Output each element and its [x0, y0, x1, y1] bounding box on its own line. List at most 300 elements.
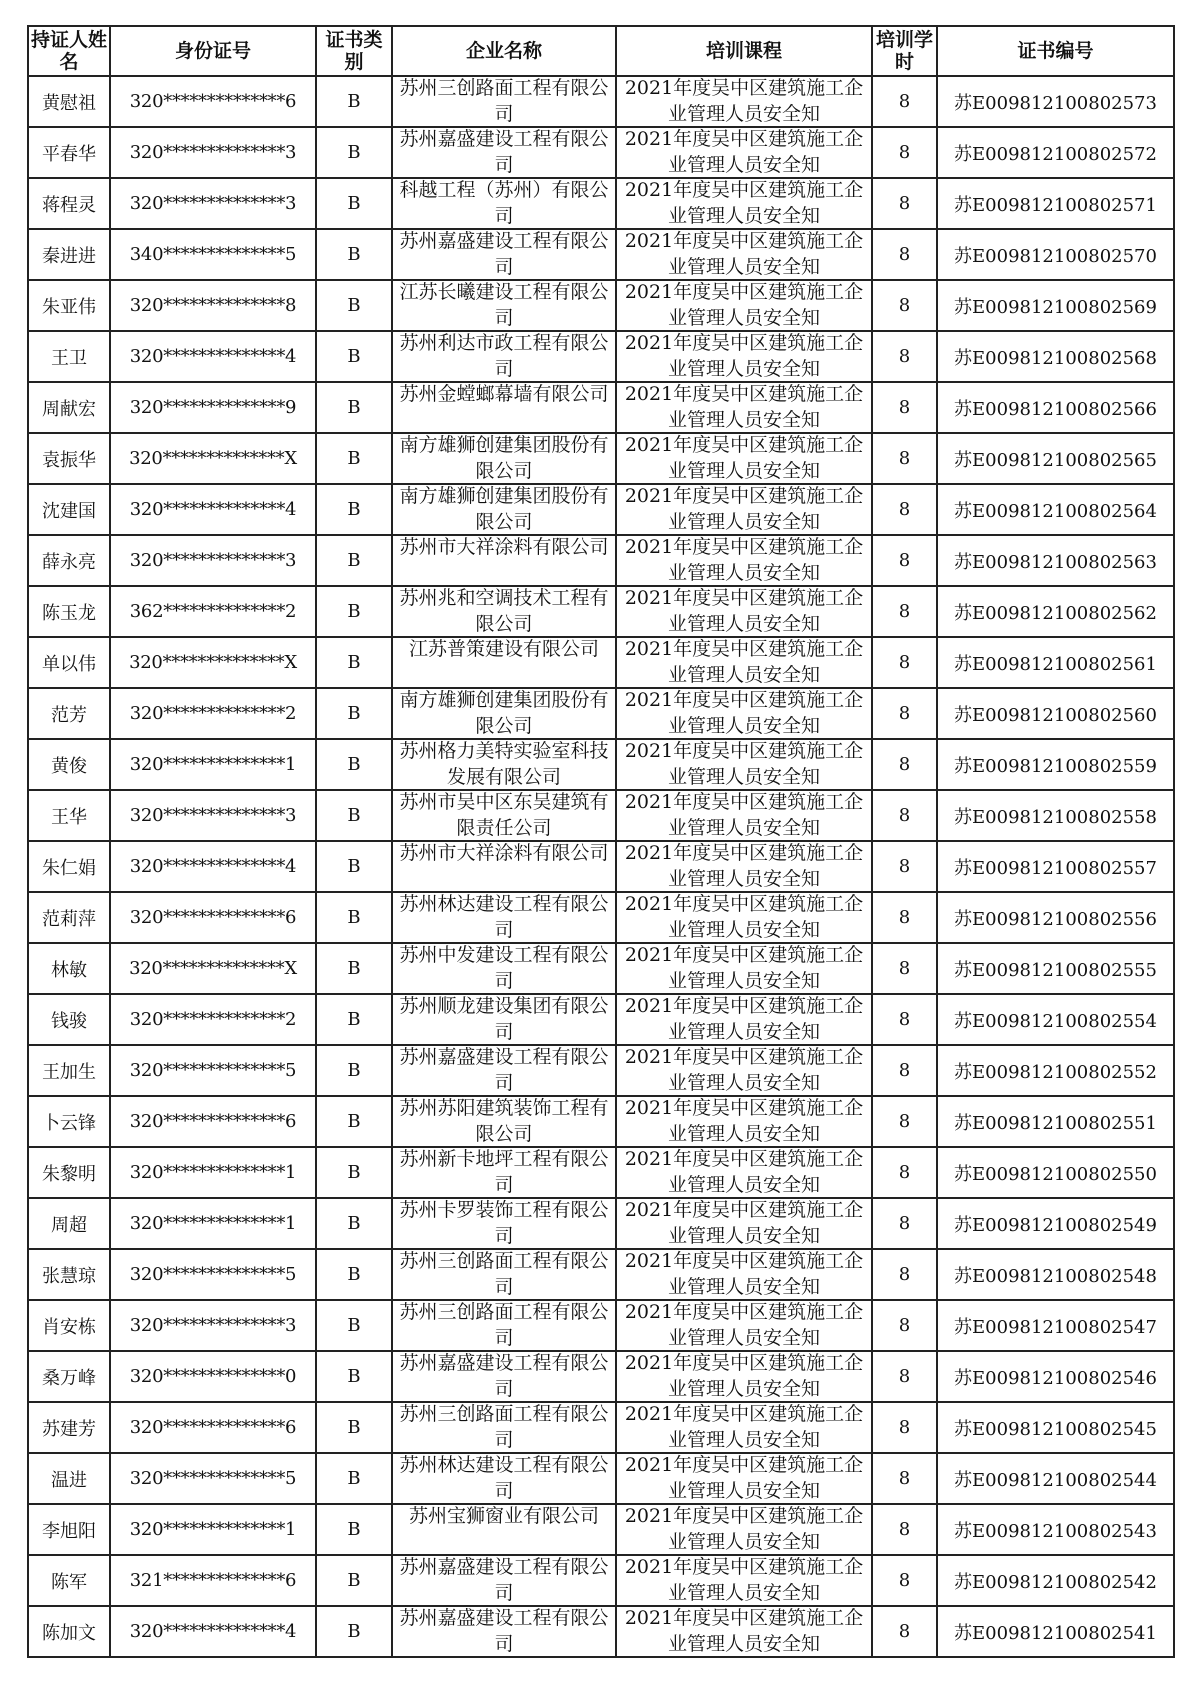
course-cell	[616, 994, 872, 1045]
holder-name-cell: 温进	[28, 1453, 110, 1504]
holder-name-cell: 黄慰祖	[28, 76, 110, 127]
course-cell-text: 2021年度吴中区建筑施工企业管理人员安全知	[624, 1250, 864, 1297]
table-row	[28, 127, 1174, 178]
cert-number-cell: 苏E009812100802552	[937, 1045, 1174, 1096]
course-cell	[616, 841, 872, 892]
holder-name-cell: 王华	[28, 790, 110, 841]
table-row	[28, 484, 1174, 535]
course-cell-text: 2021年度吴中区建筑施工企业管理人员安全知	[624, 281, 864, 328]
company-cell	[392, 484, 616, 535]
cert-number-cell: 苏E009812100802568	[937, 331, 1174, 382]
company-cell	[392, 280, 616, 331]
table-row	[28, 688, 1174, 739]
id-number-cell: 320**************3	[110, 127, 316, 178]
course-cell	[616, 178, 872, 229]
cert-type-cell: B	[316, 280, 392, 331]
hours-cell: 8	[872, 1249, 937, 1300]
hours-cell: 8	[872, 382, 937, 433]
holder-name-cell: 袁振华	[28, 433, 110, 484]
hours-cell: 8	[872, 943, 937, 994]
cert-number-cell: 苏E009812100802546	[937, 1351, 1174, 1402]
course-cell-text: 2021年度吴中区建筑施工企业管理人员安全知	[624, 1403, 864, 1450]
company-cell-text: 苏州中发建设工程有限公司	[399, 944, 609, 991]
company-cell	[392, 331, 616, 382]
course-cell-text: 2021年度吴中区建筑施工企业管理人员安全知	[624, 332, 864, 379]
holder-name-cell: 陈加文	[28, 1606, 110, 1657]
cert-type-cell: B	[316, 739, 392, 790]
company-cell-text: 苏州嘉盛建设工程有限公司	[399, 1607, 609, 1654]
hours-cell: 8	[872, 637, 937, 688]
holder-name-cell: 周献宏	[28, 382, 110, 433]
id-number-cell: 362**************2	[110, 586, 316, 637]
cert-number-cell: 苏E009812100802549	[937, 1198, 1174, 1249]
holder-name-cell: 周超	[28, 1198, 110, 1249]
company-cell	[392, 1453, 616, 1504]
cert-number-cell: 苏E009812100802566	[937, 382, 1174, 433]
cert-number-cell: 苏E009812100802557	[937, 841, 1174, 892]
company-cell-text: 苏州嘉盛建设工程有限公司	[399, 1556, 609, 1603]
id-number-cell: 320**************3	[110, 178, 316, 229]
company-cell-text: 苏州市大祥涂料有限公司	[399, 842, 609, 864]
course-cell-text: 2021年度吴中区建筑施工企业管理人员安全知	[624, 1199, 864, 1246]
course-cell	[616, 484, 872, 535]
cert-type-cell: B	[316, 994, 392, 1045]
hours-cell: 8	[872, 1147, 937, 1198]
cert-number-cell: 苏E009812100802560	[937, 688, 1174, 739]
course-cell	[616, 1147, 872, 1198]
cert-type-cell: B	[316, 433, 392, 484]
hours-cell: 8	[872, 688, 937, 739]
course-cell-text: 2021年度吴中区建筑施工企业管理人员安全知	[624, 485, 864, 532]
holder-name-cell: 陈军	[28, 1555, 110, 1606]
cert-number-cell: 苏E009812100802545	[937, 1402, 1174, 1453]
company-cell-text: 南方雄狮创建集团股份有限公司	[399, 434, 609, 481]
id-number-cell: 320**************5	[110, 1045, 316, 1096]
course-cell-text: 2021年度吴中区建筑施工企业管理人员安全知	[624, 893, 864, 940]
cert-number-cell: 苏E009812100802569	[937, 280, 1174, 331]
course-cell-text: 2021年度吴中区建筑施工企业管理人员安全知	[624, 1046, 864, 1093]
course-cell	[616, 1045, 872, 1096]
course-cell	[616, 535, 872, 586]
course-cell-text: 2021年度吴中区建筑施工企业管理人员安全知	[624, 791, 864, 838]
course-cell	[616, 586, 872, 637]
holder-name-cell: 朱仁娟	[28, 841, 110, 892]
course-cell	[616, 1249, 872, 1300]
company-cell	[392, 1045, 616, 1096]
cert-number-cell: 苏E009812100802541	[937, 1606, 1174, 1657]
course-cell-text: 2021年度吴中区建筑施工企业管理人员安全知	[624, 689, 864, 736]
company-cell	[392, 586, 616, 637]
table-row	[28, 1045, 1174, 1096]
id-number-cell: 320**************3	[110, 535, 316, 586]
hours-cell: 8	[872, 127, 937, 178]
course-cell-text: 2021年度吴中区建筑施工企业管理人员安全知	[624, 1505, 864, 1552]
id-number-cell: 320**************6	[110, 76, 316, 127]
holder-name-cell: 桑万峰	[28, 1351, 110, 1402]
cert-type-cell: B	[316, 790, 392, 841]
cert-number-cell: 苏E009812100802550	[937, 1147, 1174, 1198]
cert-type-cell: B	[316, 1249, 392, 1300]
hours-cell: 8	[872, 331, 937, 382]
id-number-cell: 320**************1	[110, 1198, 316, 1249]
id-number-cell: 320**************6	[110, 1402, 316, 1453]
company-cell-text: 苏州苏阳建筑装饰工程有限公司	[399, 1097, 609, 1144]
course-cell-text: 2021年度吴中区建筑施工企业管理人员安全知	[624, 434, 864, 481]
company-cell	[392, 1198, 616, 1249]
cert-number-cell: 苏E009812100802571	[937, 178, 1174, 229]
cert-number-cell: 苏E009812100802572	[937, 127, 1174, 178]
cert-number-cell: 苏E009812100802548	[937, 1249, 1174, 1300]
holder-name-cell: 林敏	[28, 943, 110, 994]
company-cell-text: 苏州嘉盛建设工程有限公司	[399, 128, 609, 175]
table-row	[28, 1606, 1174, 1657]
company-cell-text: 苏州卡罗装饰工程有限公司	[399, 1199, 609, 1246]
id-number-cell: 320**************1	[110, 1147, 316, 1198]
course-cell	[616, 127, 872, 178]
hours-cell: 8	[872, 76, 937, 127]
company-cell	[392, 1402, 616, 1453]
company-cell	[392, 229, 616, 280]
course-cell	[616, 1402, 872, 1453]
holder-name-cell: 王加生	[28, 1045, 110, 1096]
holder-name-cell: 苏建芳	[28, 1402, 110, 1453]
course-cell-text: 2021年度吴中区建筑施工企业管理人员安全知	[624, 1148, 864, 1195]
company-cell-text: 苏州宝狮窗业有限公司	[408, 1505, 599, 1527]
company-cell	[392, 1096, 616, 1147]
holder-name-cell: 钱骏	[28, 994, 110, 1045]
course-cell-text: 2021年度吴中区建筑施工企业管理人员安全知	[624, 1454, 864, 1501]
cert-type-cell: B	[316, 127, 392, 178]
table-row	[28, 994, 1174, 1045]
id-number-cell: 320**************6	[110, 892, 316, 943]
course-cell	[616, 1453, 872, 1504]
cert-type-cell: B	[316, 1045, 392, 1096]
header-hours: 培训学时	[872, 26, 937, 76]
hours-cell: 8	[872, 892, 937, 943]
company-cell	[392, 178, 616, 229]
course-cell	[616, 1555, 872, 1606]
cert-number-cell: 苏E009812100802543	[937, 1504, 1174, 1555]
company-cell	[392, 1351, 616, 1402]
hours-cell: 8	[872, 1504, 937, 1555]
cert-type-cell: B	[316, 841, 392, 892]
cert-type-cell: B	[316, 1453, 392, 1504]
id-number-cell: 320**************1	[110, 1504, 316, 1555]
table-row	[28, 382, 1174, 433]
table-row	[28, 892, 1174, 943]
course-cell	[616, 1606, 872, 1657]
cert-number-cell: 苏E009812100802562	[937, 586, 1174, 637]
cert-number-cell: 苏E009812100802542	[937, 1555, 1174, 1606]
hours-cell: 8	[872, 790, 937, 841]
table-row	[28, 1504, 1174, 1555]
course-cell	[616, 76, 872, 127]
table-row	[28, 76, 1174, 127]
hours-cell: 8	[872, 1606, 937, 1657]
company-cell-text: 苏州嘉盛建设工程有限公司	[399, 1046, 609, 1093]
course-cell	[616, 739, 872, 790]
holder-name-cell: 平春华	[28, 127, 110, 178]
company-cell-text: 苏州林达建设工程有限公司	[399, 1454, 609, 1501]
hours-cell: 8	[872, 1555, 937, 1606]
cert-type-cell: B	[316, 1555, 392, 1606]
company-cell-text: 苏州林达建设工程有限公司	[399, 893, 609, 940]
table-row	[28, 1555, 1174, 1606]
table-row	[28, 331, 1174, 382]
id-number-cell: 320**************X	[110, 943, 316, 994]
holder-name-cell: 张慧琼	[28, 1249, 110, 1300]
company-cell	[392, 688, 616, 739]
cert-number-cell: 苏E009812100802544	[937, 1453, 1174, 1504]
header-cert-number: 证书编号	[937, 26, 1174, 76]
company-cell	[392, 739, 616, 790]
company-cell	[392, 790, 616, 841]
course-cell-text: 2021年度吴中区建筑施工企业管理人员安全知	[624, 230, 864, 277]
cert-type-cell: B	[316, 688, 392, 739]
course-cell	[616, 1096, 872, 1147]
cert-type-cell: B	[316, 1147, 392, 1198]
cert-type-cell: B	[316, 1096, 392, 1147]
course-cell-text: 2021年度吴中区建筑施工企业管理人员安全知	[624, 1352, 864, 1399]
hours-cell: 8	[872, 586, 937, 637]
company-cell	[392, 433, 616, 484]
cert-type-cell: B	[316, 1198, 392, 1249]
course-cell-text: 2021年度吴中区建筑施工企业管理人员安全知	[624, 1097, 864, 1144]
cert-type-cell: B	[316, 1402, 392, 1453]
course-cell-text: 2021年度吴中区建筑施工企业管理人员安全知	[624, 128, 864, 175]
hours-cell: 8	[872, 433, 937, 484]
id-number-cell: 320**************6	[110, 1096, 316, 1147]
hours-cell: 8	[872, 178, 937, 229]
cert-number-cell: 苏E009812100802551	[937, 1096, 1174, 1147]
table-row	[28, 229, 1174, 280]
holder-name-cell: 肖安栋	[28, 1300, 110, 1351]
id-number-cell: 320**************5	[110, 1249, 316, 1300]
id-number-cell: 320**************2	[110, 994, 316, 1045]
cert-type-cell: B	[316, 586, 392, 637]
table-row	[28, 586, 1174, 637]
table-row	[28, 841, 1174, 892]
cert-type-cell: B	[316, 76, 392, 127]
company-cell-text: 苏州格力美特实验室科技发展有限公司	[399, 740, 609, 787]
header-id-number: 身份证号	[110, 26, 316, 76]
id-number-cell: 320**************3	[110, 790, 316, 841]
company-cell-text: 苏州嘉盛建设工程有限公司	[399, 230, 609, 277]
hours-cell: 8	[872, 535, 937, 586]
course-cell-text: 2021年度吴中区建筑施工企业管理人员安全知	[624, 383, 864, 430]
hours-cell: 8	[872, 841, 937, 892]
id-number-cell: 320**************1	[110, 739, 316, 790]
company-cell-text: 苏州三创路面工程有限公司	[399, 1301, 609, 1348]
cert-number-cell: 苏E009812100802558	[937, 790, 1174, 841]
cert-number-cell: 苏E009812100802559	[937, 739, 1174, 790]
id-number-cell: 320**************3	[110, 1300, 316, 1351]
cert-number-cell: 苏E009812100802565	[937, 433, 1174, 484]
course-cell-text: 2021年度吴中区建筑施工企业管理人员安全知	[624, 638, 864, 685]
course-cell	[616, 280, 872, 331]
company-cell	[392, 892, 616, 943]
hours-cell: 8	[872, 1198, 937, 1249]
cert-type-cell: B	[316, 484, 392, 535]
id-number-cell: 320**************4	[110, 484, 316, 535]
id-number-cell: 320**************X	[110, 637, 316, 688]
company-cell-text: 苏州兆和空调技术工程有限公司	[399, 587, 609, 634]
course-cell	[616, 943, 872, 994]
cert-type-cell: B	[316, 1300, 392, 1351]
course-cell	[616, 1300, 872, 1351]
hours-cell: 8	[872, 1453, 937, 1504]
company-cell-text: 苏州市吴中区东吴建筑有限责任公司	[399, 791, 609, 838]
course-cell	[616, 790, 872, 841]
company-cell	[392, 1504, 616, 1555]
holder-name-cell: 王卫	[28, 331, 110, 382]
company-cell	[392, 1300, 616, 1351]
table-row	[28, 1147, 1174, 1198]
header-row	[28, 26, 1174, 76]
cert-type-cell: B	[316, 1504, 392, 1555]
course-cell	[616, 1351, 872, 1402]
course-cell	[616, 688, 872, 739]
company-cell-text: 江苏长曦建设工程有限公司	[399, 281, 609, 328]
course-cell	[616, 1504, 872, 1555]
course-cell	[616, 229, 872, 280]
cert-number-cell: 苏E009812100802573	[937, 76, 1174, 127]
hours-cell: 8	[872, 280, 937, 331]
course-cell-text: 2021年度吴中区建筑施工企业管理人员安全知	[624, 77, 864, 124]
course-cell	[616, 331, 872, 382]
table-row	[28, 1351, 1174, 1402]
id-number-cell: 320**************8	[110, 280, 316, 331]
cert-number-cell: 苏E009812100802561	[937, 637, 1174, 688]
company-cell	[392, 1606, 616, 1657]
table-row	[28, 1300, 1174, 1351]
id-number-cell: 321**************6	[110, 1555, 316, 1606]
cert-type-cell: B	[316, 535, 392, 586]
holder-name-cell: 李旭阳	[28, 1504, 110, 1555]
course-cell-text: 2021年度吴中区建筑施工企业管理人员安全知	[624, 842, 864, 889]
course-cell-text: 2021年度吴中区建筑施工企业管理人员安全知	[624, 995, 864, 1042]
holder-name-cell: 秦进进	[28, 229, 110, 280]
hours-cell: 8	[872, 739, 937, 790]
cert-type-cell: B	[316, 1606, 392, 1657]
holder-name-cell: 朱亚伟	[28, 280, 110, 331]
course-cell	[616, 433, 872, 484]
hours-cell: 8	[872, 1300, 937, 1351]
company-cell-text: 苏州新卡地坪工程有限公司	[399, 1148, 609, 1195]
company-cell-text: 苏州三创路面工程有限公司	[399, 1250, 609, 1297]
company-cell	[392, 127, 616, 178]
id-number-cell: 320**************X	[110, 433, 316, 484]
table-row	[28, 1453, 1174, 1504]
table-row	[28, 943, 1174, 994]
hours-cell: 8	[872, 484, 937, 535]
header-course: 培训课程	[616, 26, 872, 76]
id-number-cell: 320**************9	[110, 382, 316, 433]
cert-type-cell: B	[316, 382, 392, 433]
cert-number-cell: 苏E009812100802556	[937, 892, 1174, 943]
cert-type-cell: B	[316, 637, 392, 688]
course-cell-text: 2021年度吴中区建筑施工企业管理人员安全知	[624, 587, 864, 634]
hours-cell: 8	[872, 229, 937, 280]
cert-number-cell: 苏E009812100802555	[937, 943, 1174, 994]
company-cell-text: 苏州市大祥涂料有限公司	[399, 536, 609, 558]
holder-name-cell: 黄俊	[28, 739, 110, 790]
cert-number-cell: 苏E009812100802547	[937, 1300, 1174, 1351]
holder-name-cell: 陈玉龙	[28, 586, 110, 637]
company-cell-text: 苏州金螳螂幕墙有限公司	[399, 383, 609, 405]
course-cell	[616, 1198, 872, 1249]
company-cell-text: 苏州利达市政工程有限公司	[399, 332, 609, 379]
holder-name-cell: 薛永亮	[28, 535, 110, 586]
cert-type-cell: B	[316, 178, 392, 229]
course-cell	[616, 892, 872, 943]
company-cell	[392, 382, 616, 433]
company-cell-text: 苏州三创路面工程有限公司	[399, 1403, 609, 1450]
cert-type-cell: B	[316, 1351, 392, 1402]
cert-type-cell: B	[316, 331, 392, 382]
table-row	[28, 1198, 1174, 1249]
header-cert-type: 证书类别	[316, 26, 392, 76]
course-cell-text: 2021年度吴中区建筑施工企业管理人员安全知	[624, 1301, 864, 1348]
table-row	[28, 535, 1174, 586]
cert-type-cell: B	[316, 229, 392, 280]
table-row	[28, 739, 1174, 790]
company-cell	[392, 76, 616, 127]
course-cell-text: 2021年度吴中区建筑施工企业管理人员安全知	[624, 1607, 864, 1654]
hours-cell: 8	[872, 1402, 937, 1453]
company-cell-text: 南方雄狮创建集团股份有限公司	[399, 485, 609, 532]
hours-cell: 8	[872, 1096, 937, 1147]
company-cell-text: 苏州三创路面工程有限公司	[399, 77, 609, 124]
table-row	[28, 790, 1174, 841]
hours-cell: 8	[872, 994, 937, 1045]
company-cell	[392, 535, 616, 586]
company-cell	[392, 1147, 616, 1198]
company-cell	[392, 637, 616, 688]
course-cell-text: 2021年度吴中区建筑施工企业管理人员安全知	[624, 179, 864, 226]
course-cell-text: 2021年度吴中区建筑施工企业管理人员安全知	[624, 1556, 864, 1603]
table-row	[28, 1249, 1174, 1300]
table-row	[28, 178, 1174, 229]
hours-cell: 8	[872, 1045, 937, 1096]
course-cell-text: 2021年度吴中区建筑施工企业管理人员安全知	[624, 944, 864, 991]
cert-number-cell: 苏E009812100802570	[937, 229, 1174, 280]
holder-name-cell: 范芳	[28, 688, 110, 739]
table-row	[28, 433, 1174, 484]
header-company: 企业名称	[392, 26, 616, 76]
holder-name-cell: 沈建国	[28, 484, 110, 535]
company-cell-text: 苏州嘉盛建设工程有限公司	[399, 1352, 609, 1399]
holder-name-cell: 朱黎明	[28, 1147, 110, 1198]
hours-cell: 8	[872, 1351, 937, 1402]
company-cell-text: 科越工程（苏州）有限公司	[399, 179, 609, 226]
company-cell	[392, 1555, 616, 1606]
header-holder-name: 持证人姓名	[28, 26, 110, 76]
id-number-cell: 320**************0	[110, 1351, 316, 1402]
id-number-cell: 320**************2	[110, 688, 316, 739]
company-cell-text: 苏州顺龙建设集团有限公司	[399, 995, 609, 1042]
holder-name-cell: 蒋程灵	[28, 178, 110, 229]
holder-name-cell: 单以伟	[28, 637, 110, 688]
course-cell-text: 2021年度吴中区建筑施工企业管理人员安全知	[624, 536, 864, 583]
cert-type-cell: B	[316, 943, 392, 994]
company-cell-text: 南方雄狮创建集团股份有限公司	[399, 689, 609, 736]
course-cell	[616, 637, 872, 688]
company-cell-text: 江苏普策建设有限公司	[408, 638, 599, 660]
company-cell	[392, 1249, 616, 1300]
company-cell	[392, 841, 616, 892]
cert-type-cell: B	[316, 892, 392, 943]
